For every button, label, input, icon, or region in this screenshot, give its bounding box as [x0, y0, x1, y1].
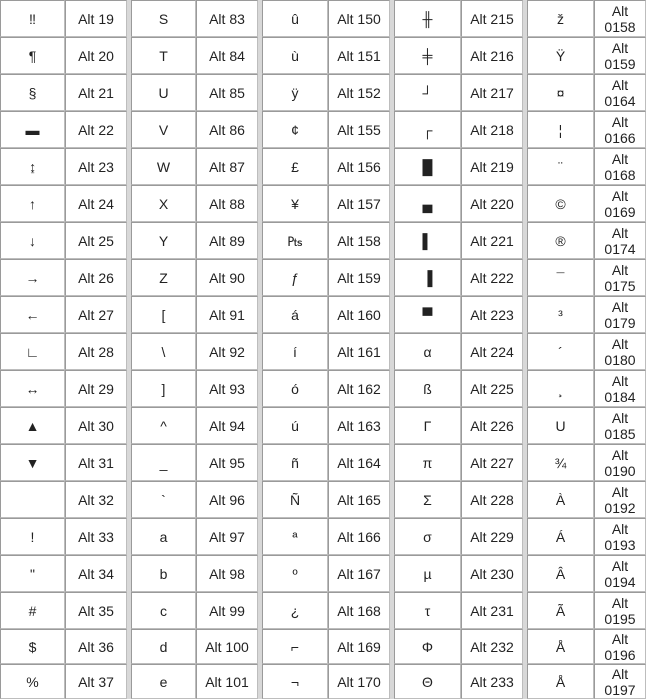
- symbol-cell: %: [0, 664, 65, 699]
- symbol-cell: ▲: [0, 407, 65, 444]
- alt-code-cell: Alt 30: [65, 407, 127, 444]
- symbol-cell: ▄: [394, 185, 461, 222]
- symbol-cell: ¯: [527, 259, 594, 296]
- alt-code-cell: Alt 98: [196, 555, 258, 592]
- symbol-cell: _: [131, 444, 196, 481]
- alt-code-cell: Alt 151: [328, 37, 390, 74]
- alt-code-cell: Alt 0196: [594, 629, 646, 664]
- alt-code-cell: Alt 164: [328, 444, 390, 481]
- alt-code-cell: Alt 150: [328, 0, 390, 37]
- alt-code-cell: Alt 0168: [594, 148, 646, 185]
- alt-code-cell: Alt 83: [196, 0, 258, 37]
- symbol-cell: Z: [131, 259, 196, 296]
- alt-code-cell: Alt 27: [65, 296, 127, 333]
- symbol-cell: ▬: [0, 111, 65, 148]
- symbol-cell: a: [131, 518, 196, 555]
- alt-code-cell: Alt 35: [65, 592, 127, 629]
- symbol-cell: Á: [527, 518, 594, 555]
- symbol-cell: µ: [394, 555, 461, 592]
- alt-code-cell: Alt 233: [461, 664, 523, 699]
- alt-code-cell: Alt 21: [65, 74, 127, 111]
- alt-code-cell: Alt 92: [196, 333, 258, 370]
- symbol-cell: ^: [131, 407, 196, 444]
- symbol-cell: ∟: [0, 333, 65, 370]
- symbol-cell: ñ: [262, 444, 328, 481]
- alt-code-cell: Alt 170: [328, 664, 390, 699]
- symbol-cell: ³: [527, 296, 594, 333]
- symbol-cell: û: [262, 0, 328, 37]
- alt-code-cell: Alt 0190: [594, 444, 646, 481]
- alt-code-cell: Alt 0180: [594, 333, 646, 370]
- symbol-cell: ¿: [262, 592, 328, 629]
- symbol-cell: !: [0, 518, 65, 555]
- alt-code-cell: Alt 26: [65, 259, 127, 296]
- alt-code-cell: Alt 168: [328, 592, 390, 629]
- alt-code-cell: Alt 85: [196, 74, 258, 111]
- symbol-cell: \: [131, 333, 196, 370]
- alt-code-cell: Alt 90: [196, 259, 258, 296]
- alt-code-cell: Alt 160: [328, 296, 390, 333]
- alt-code-cell: Alt 224: [461, 333, 523, 370]
- symbol-cell: ‼: [0, 0, 65, 37]
- symbol-cell: ▀: [394, 296, 461, 333]
- symbol-cell: ¥: [262, 185, 328, 222]
- alt-code-cell: Alt 97: [196, 518, 258, 555]
- symbol-cell: e: [131, 664, 196, 699]
- symbol-cell: `: [131, 481, 196, 518]
- symbol-cell: ©: [527, 185, 594, 222]
- symbol-cell: $: [0, 629, 65, 664]
- alt-code-cell: Alt 230: [461, 555, 523, 592]
- symbol-cell: ┌: [394, 111, 461, 148]
- symbol-cell: ▼: [0, 444, 65, 481]
- alt-code-cell: Alt 0159: [594, 37, 646, 74]
- alt-code-cell: Alt 162: [328, 370, 390, 407]
- symbol-cell: [: [131, 296, 196, 333]
- symbol-cell: ↑: [0, 185, 65, 222]
- alt-code-cell: Alt 223: [461, 296, 523, 333]
- symbol-cell: ª: [262, 518, 328, 555]
- alt-code-cell: Alt 163: [328, 407, 390, 444]
- alt-code-cell: Alt 93: [196, 370, 258, 407]
- symbol-cell: σ: [394, 518, 461, 555]
- symbol-cell: ¸: [527, 370, 594, 407]
- symbol-cell: ¢: [262, 111, 328, 148]
- alt-code-cell: Alt 100: [196, 629, 258, 664]
- alt-code-cell: Alt 158: [328, 222, 390, 259]
- alt-code-group: [527, 0, 646, 699]
- symbol-cell: ¾: [527, 444, 594, 481]
- alt-code-cell: Alt 86: [196, 111, 258, 148]
- alt-code-cell: Alt 95: [196, 444, 258, 481]
- alt-code-cell: Alt 159: [328, 259, 390, 296]
- symbol-cell: W: [131, 148, 196, 185]
- alt-code-cell: Alt 217: [461, 74, 523, 111]
- alt-code-cell: Alt 0194: [594, 555, 646, 592]
- alt-code-cell: Alt 99: [196, 592, 258, 629]
- alt-code-group: [394, 0, 523, 699]
- symbol-cell: ®: [527, 222, 594, 259]
- alt-code-cell: Alt 219: [461, 148, 523, 185]
- alt-code-cell: Alt 155: [328, 111, 390, 148]
- alt-code-cell: Alt 166: [328, 518, 390, 555]
- alt-code-cell: Alt 0175: [594, 259, 646, 296]
- symbol-cell: V: [131, 111, 196, 148]
- alt-code-cell: Alt 94: [196, 407, 258, 444]
- alt-code-cell: Alt 36: [65, 629, 127, 664]
- symbol-cell: Σ: [394, 481, 461, 518]
- alt-code-cell: Alt 34: [65, 555, 127, 592]
- symbol-cell: ╪: [394, 37, 461, 74]
- alt-code-cell: Alt 22: [65, 111, 127, 148]
- symbol-cell: ¨: [527, 148, 594, 185]
- symbol-cell: Φ: [394, 629, 461, 664]
- alt-code-cell: Alt 0184: [594, 370, 646, 407]
- symbol-cell: ¦: [527, 111, 594, 148]
- symbol-cell: U: [131, 74, 196, 111]
- symbol-cell: U: [527, 407, 594, 444]
- alt-code-group: [262, 0, 390, 699]
- alt-code-cell: Alt 225: [461, 370, 523, 407]
- symbol-cell: ₧: [262, 222, 328, 259]
- alt-code-cell: Alt 96: [196, 481, 258, 518]
- alt-code-cell: Alt 19: [65, 0, 127, 37]
- alt-code-cell: Alt 228: [461, 481, 523, 518]
- symbol-cell: ß: [394, 370, 461, 407]
- symbol-cell: X: [131, 185, 196, 222]
- alt-code-cell: Alt 0164: [594, 74, 646, 111]
- symbol-cell: ú: [262, 407, 328, 444]
- alt-code-cell: Alt 161: [328, 333, 390, 370]
- alt-code-cell: Alt 87: [196, 148, 258, 185]
- alt-code-cell: Alt 231: [461, 592, 523, 629]
- alt-code-cell: Alt 215: [461, 0, 523, 37]
- alt-code-group: [131, 0, 258, 699]
- alt-code-group: [0, 0, 127, 699]
- alt-code-cell: Alt 101: [196, 664, 258, 699]
- alt-code-cell: Alt 157: [328, 185, 390, 222]
- symbol-cell: ┘: [394, 74, 461, 111]
- symbol-cell: d: [131, 629, 196, 664]
- symbol-cell: →: [0, 259, 65, 296]
- alt-code-cell: Alt 156: [328, 148, 390, 185]
- alt-code-cell: Alt 23: [65, 148, 127, 185]
- symbol-cell: Ã: [527, 592, 594, 629]
- alt-code-cell: Alt 0166: [594, 111, 646, 148]
- symbol-cell: Θ: [394, 664, 461, 699]
- symbol-cell: T: [131, 37, 196, 74]
- alt-code-cell: Alt 91: [196, 296, 258, 333]
- symbol-cell: Ñ: [262, 481, 328, 518]
- symbol-cell: ù: [262, 37, 328, 74]
- symbol-cell: Ÿ: [527, 37, 594, 74]
- symbol-cell: ´: [527, 333, 594, 370]
- alt-code-cell: Alt 84: [196, 37, 258, 74]
- alt-code-cell: Alt 20: [65, 37, 127, 74]
- alt-code-cell: Alt 165: [328, 481, 390, 518]
- symbol-cell: Y: [131, 222, 196, 259]
- symbol-cell: ž: [527, 0, 594, 37]
- symbol-cell: º: [262, 555, 328, 592]
- symbol-cell: ÿ: [262, 74, 328, 111]
- symbol-cell: ╫: [394, 0, 461, 37]
- symbol-cell: ↨: [0, 148, 65, 185]
- symbol-cell: b: [131, 555, 196, 592]
- symbol-cell: ↓: [0, 222, 65, 259]
- symbol-cell: π: [394, 444, 461, 481]
- symbol-cell: ↔: [0, 370, 65, 407]
- symbol-cell: τ: [394, 592, 461, 629]
- symbol-cell: Â: [527, 555, 594, 592]
- alt-code-cell: Alt 0158: [594, 0, 646, 37]
- alt-code-cell: Alt 0185: [594, 407, 646, 444]
- alt-code-cell: Alt 88: [196, 185, 258, 222]
- alt-code-cell: Alt 29: [65, 370, 127, 407]
- alt-code-cell: Alt 0197: [594, 664, 646, 699]
- symbol-cell: í: [262, 333, 328, 370]
- alt-code-cell: Alt 0192: [594, 481, 646, 518]
- alt-code-cell: Alt 33: [65, 518, 127, 555]
- alt-code-cell: Alt 37: [65, 664, 127, 699]
- symbol-cell: Å: [527, 664, 594, 699]
- symbol-cell: À: [527, 481, 594, 518]
- symbol-cell: ▌: [394, 222, 461, 259]
- alt-code-cell: Alt 222: [461, 259, 523, 296]
- alt-code-cell: Alt 152: [328, 74, 390, 111]
- symbol-cell: [0, 481, 65, 518]
- symbol-cell: ]: [131, 370, 196, 407]
- alt-code-cell: Alt 0169: [594, 185, 646, 222]
- symbol-cell: §: [0, 74, 65, 111]
- symbol-cell: ƒ: [262, 259, 328, 296]
- alt-code-cell: Alt 31: [65, 444, 127, 481]
- symbol-cell: ó: [262, 370, 328, 407]
- alt-code-cell: Alt 220: [461, 185, 523, 222]
- symbol-cell: Γ: [394, 407, 461, 444]
- alt-code-cell: Alt 24: [65, 185, 127, 222]
- alt-code-cell: Alt 0195: [594, 592, 646, 629]
- symbol-cell: S: [131, 0, 196, 37]
- symbol-cell: Å: [527, 629, 594, 664]
- alt-code-cell: Alt 0179: [594, 296, 646, 333]
- symbol-cell: █: [394, 148, 461, 185]
- symbol-cell: ": [0, 555, 65, 592]
- symbol-cell: ←: [0, 296, 65, 333]
- alt-code-cell: Alt 226: [461, 407, 523, 444]
- symbol-cell: á: [262, 296, 328, 333]
- alt-code-cell: Alt 0193: [594, 518, 646, 555]
- alt-code-cell: Alt 221: [461, 222, 523, 259]
- alt-code-cell: Alt 32: [65, 481, 127, 518]
- symbol-cell: #: [0, 592, 65, 629]
- alt-code-cell: Alt 167: [328, 555, 390, 592]
- alt-code-cell: Alt 28: [65, 333, 127, 370]
- alt-code-cell: Alt 216: [461, 37, 523, 74]
- alt-code-cell: Alt 25: [65, 222, 127, 259]
- alt-code-cell: Alt 169: [328, 629, 390, 664]
- symbol-cell: ¤: [527, 74, 594, 111]
- alt-code-cell: Alt 218: [461, 111, 523, 148]
- alt-code-cell: Alt 227: [461, 444, 523, 481]
- alt-code-cell: Alt 232: [461, 629, 523, 664]
- symbol-cell: ¬: [262, 664, 328, 699]
- symbol-cell: ⌐: [262, 629, 328, 664]
- symbol-cell: ¶: [0, 37, 65, 74]
- symbol-cell: c: [131, 592, 196, 629]
- alt-code-cell: Alt 0174: [594, 222, 646, 259]
- alt-code-cell: Alt 229: [461, 518, 523, 555]
- alt-code-cell: Alt 89: [196, 222, 258, 259]
- symbol-cell: ▐: [394, 259, 461, 296]
- symbol-cell: £: [262, 148, 328, 185]
- symbol-cell: α: [394, 333, 461, 370]
